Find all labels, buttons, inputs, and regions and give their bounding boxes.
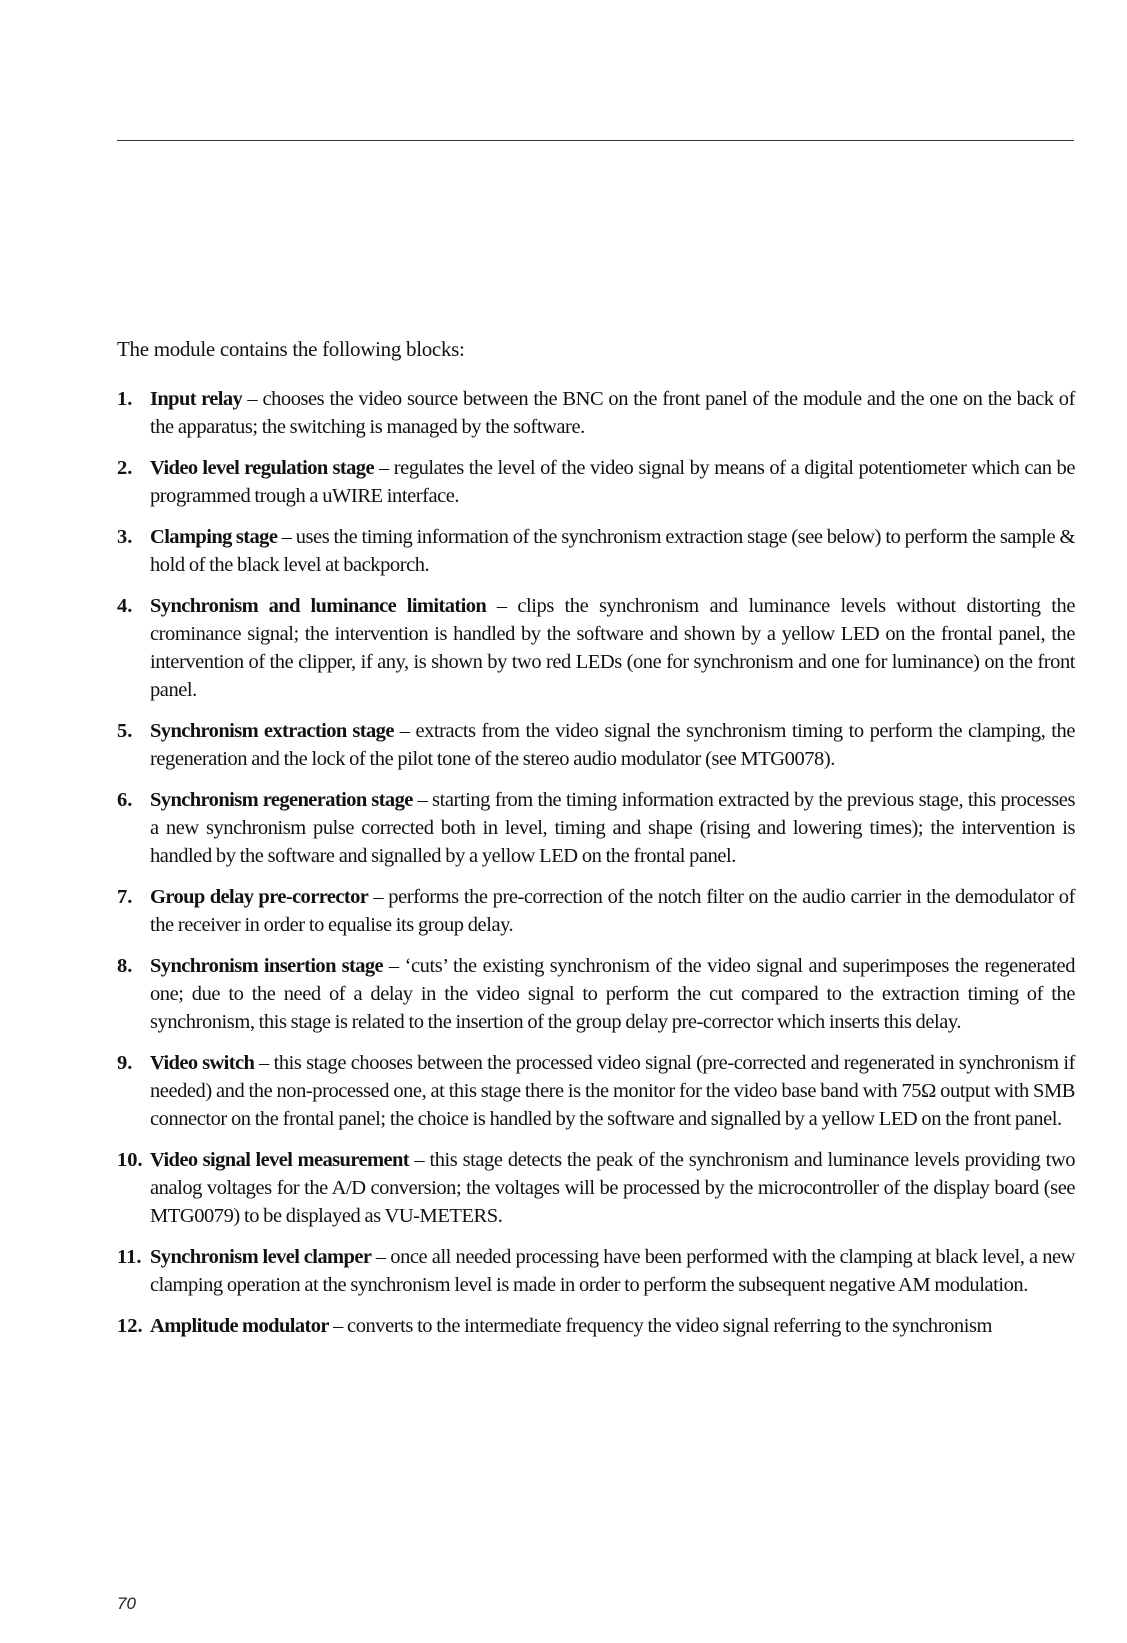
page-number: 70	[117, 1594, 136, 1613]
item-number: 12.	[117, 1315, 143, 1337]
header-rule	[117, 140, 1074, 141]
list-item	[117, 786, 1075, 870]
list-item	[117, 523, 1075, 579]
item-term: Video signal level measurement	[150, 1149, 409, 1171]
list-item	[117, 454, 1075, 510]
item-description: – uses the timing information of the synchronism extraction stage (see below) to perform the sample & hold of the black level at backporch.	[150, 526, 1075, 576]
item-description: – clips the synchronism and luminance levels without distorting the crominance signal; the intervention is handled by the software and shown by a yellow LED on the frontal panel, the intervention of the clipper, if any, is shown by two red LEDs (one for synchronism and one for luminance) on the front panel.	[150, 595, 1075, 701]
item-description: – this stage chooses between the processed video signal (pre-corrected and regenerated in synchronism if needed) and the non-processed one, at this stage there is the monitor for the video base band with 75Ω output with SMB connector on the frontal panel; the choice is handled by the software and signalled by a yellow LED on the front panel.	[150, 1052, 1075, 1130]
list-item	[117, 1243, 1075, 1299]
block-list	[117, 385, 1075, 1340]
item-number: 10.	[117, 1149, 143, 1171]
item-number: 4.	[117, 595, 133, 617]
item-term: Video switch	[150, 1052, 255, 1074]
item-number: 3.	[117, 526, 133, 548]
item-description: – converts to the intermediate frequency the video signal referring to the synchronism	[328, 1315, 992, 1337]
item-number: 9.	[117, 1052, 133, 1074]
item-description: – once all needed processing have been performed with the clamping at black level, a new clamping operation at the synchronism level is made in order to perform the subsequent negative AM modulation.	[150, 1246, 1075, 1296]
item-number: 8.	[117, 955, 133, 977]
item-term: Group delay pre-corrector	[150, 886, 369, 908]
list-item	[117, 1312, 1075, 1340]
list-item	[117, 1049, 1075, 1133]
item-number: 1.	[117, 388, 133, 410]
intro-paragraph: The module contains the following blocks:	[117, 337, 465, 361]
item-term: Synchronism and luminance limitation	[150, 595, 487, 617]
item-description: – this stage detects the peak of the synchronism and luminance levels providing two analog voltages for the A/D conversion; the voltages will be processed by the microcontroller of the display board (see MTG0079) to be displayed as VU-METERS.	[150, 1149, 1075, 1227]
list-item	[117, 883, 1075, 939]
page-content	[117, 335, 1075, 1353]
item-term: Synchronism regeneration stage	[150, 789, 413, 811]
item-description: – performs the pre-correction of the notch filter on the audio carrier in the demodulator of the receiver in order to equalise its group delay.	[150, 886, 1075, 936]
item-description: – ‘cuts’ the existing synchronism of the video signal and superimposes the regenerated one; due to the need of a delay in the video signal to perform the cut compared to the extraction timing of the synchronism, this stage is related to the insertion of the group delay pre-corrector which inserts this delay.	[150, 955, 1075, 1033]
item-number: 2.	[117, 457, 133, 479]
list-item	[117, 592, 1075, 704]
item-description: – extracts from the video signal the synchronism timing to perform the clamping, the regeneration and the lock of the pilot tone of the stereo audio modulator (see MTG0078).	[150, 720, 1075, 770]
list-item	[117, 1146, 1075, 1230]
item-term: Synchronism insertion stage	[150, 955, 384, 977]
item-number: 7.	[117, 886, 133, 908]
item-description: – chooses the video source between the BNC on the front panel of the module and the one on the back of the apparatus; the switching is managed by the software.	[150, 388, 1075, 438]
item-term: Synchronism level clamper	[150, 1246, 372, 1268]
item-term: Clamping stage	[150, 526, 278, 548]
list-item	[117, 385, 1075, 441]
item-term: Synchronism extraction stage	[150, 720, 394, 742]
list-item	[117, 717, 1075, 773]
item-number: 5.	[117, 720, 133, 742]
item-term: Amplitude modulator	[150, 1315, 329, 1337]
list-item	[117, 952, 1075, 1036]
item-term: Video level regulation stage	[150, 457, 374, 479]
item-term: Input relay	[150, 388, 243, 410]
item-number: 11.	[117, 1246, 142, 1268]
item-number: 6.	[117, 789, 133, 811]
item-description: – starting from the timing information extracted by the previous stage, this processes a new synchronism pulse corrected both in level, timing and shape (rising and lowering times); the intervention is handled by the software and signalled by a yellow LED on the frontal panel.	[150, 789, 1075, 867]
item-description: – regulates the level of the video signal by means of a digital potentiometer which can be programmed trough a uWIRE interface.	[150, 457, 1075, 507]
